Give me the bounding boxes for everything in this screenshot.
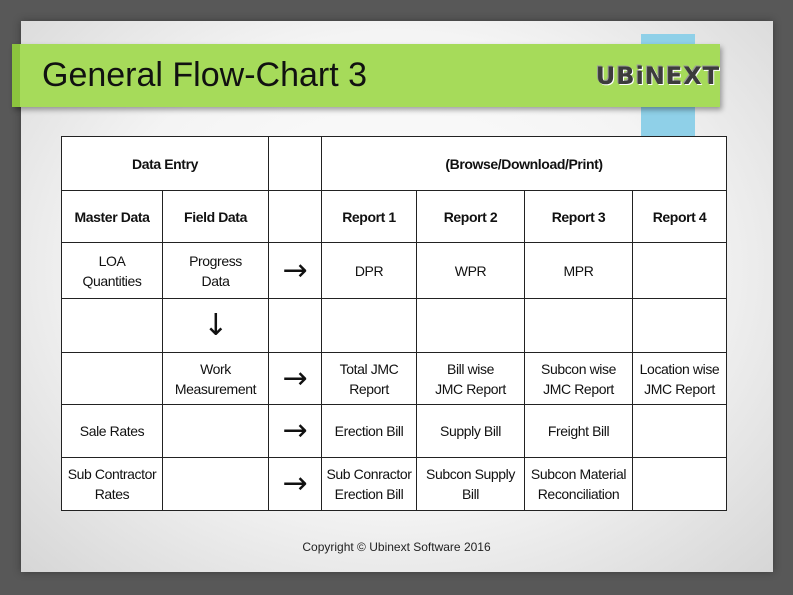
arrow-column-header bbox=[269, 137, 322, 191]
col-header-report-4: Report 4 bbox=[633, 191, 727, 243]
ubinext-logo bbox=[594, 58, 722, 94]
logo-wordmark: UBiNEXT bbox=[595, 62, 721, 90]
right-arrow-icon: → bbox=[269, 405, 322, 458]
report-3-cell: MPR bbox=[525, 243, 633, 299]
report-2-cell: Bill wise JMC Report bbox=[417, 353, 525, 405]
table-row bbox=[62, 243, 727, 299]
right-arrow-icon: → bbox=[269, 243, 322, 299]
table-row bbox=[62, 405, 727, 458]
col-header-report-3: Report 3 bbox=[525, 191, 633, 243]
col-header-master-data: Master Data bbox=[62, 191, 163, 243]
report-2-cell: Subcon Supply Bill bbox=[417, 458, 525, 511]
right-arrow-icon: → bbox=[269, 353, 322, 405]
report-1-cell: Erection Bill bbox=[322, 405, 417, 458]
table-row bbox=[62, 353, 727, 405]
col-header-report-2: Report 2 bbox=[417, 191, 525, 243]
report-3-cell: Freight Bill bbox=[525, 405, 633, 458]
report-2-cell: Supply Bill bbox=[417, 405, 525, 458]
master-cell: Sub Contractor Rates bbox=[62, 458, 163, 511]
field-cell: Work Measurement bbox=[163, 353, 269, 405]
slide-title: General Flow-Chart 3 bbox=[42, 56, 368, 94]
report-3-cell bbox=[525, 299, 633, 353]
table-row bbox=[62, 458, 727, 511]
arrow-column-cell bbox=[269, 299, 322, 353]
copyright-footer: Copyright © Ubinext Software 2016 bbox=[302, 540, 491, 554]
table-row bbox=[62, 299, 727, 353]
report-4-cell bbox=[633, 458, 727, 511]
data-entry-header: Data Entry bbox=[62, 137, 269, 191]
right-arrow-icon: → bbox=[269, 458, 322, 511]
col-header-field-data: Field Data bbox=[163, 191, 269, 243]
report-3-cell: Subcon Material Reconciliation bbox=[525, 458, 633, 511]
master-cell bbox=[62, 353, 163, 405]
report-2-cell: WPR bbox=[417, 243, 525, 299]
field-cell bbox=[163, 458, 269, 511]
report-2-cell bbox=[417, 299, 525, 353]
field-cell bbox=[163, 405, 269, 458]
down-arrow-icon: ↓ bbox=[163, 299, 269, 353]
report-4-cell bbox=[633, 243, 727, 299]
flow-chart-table bbox=[61, 136, 727, 511]
report-3-cell: Subcon wise JMC Report bbox=[525, 353, 633, 405]
field-cell: Progress Data bbox=[163, 243, 269, 299]
reports-header: (Browse/Download/Print) bbox=[322, 137, 727, 191]
report-1-cell bbox=[322, 299, 417, 353]
master-cell bbox=[62, 299, 163, 353]
report-4-cell bbox=[633, 299, 727, 353]
master-cell: LOA Quantities bbox=[62, 243, 163, 299]
master-cell: Sale Rates bbox=[62, 405, 163, 458]
report-1-cell: DPR bbox=[322, 243, 417, 299]
report-4-cell: Location wise JMC Report bbox=[633, 353, 727, 405]
report-1-cell: Sub Conractor Erection Bill bbox=[322, 458, 417, 511]
col-header-report-1: Report 1 bbox=[322, 191, 417, 243]
arrow-column-cell bbox=[269, 191, 322, 243]
report-1-cell: Total JMC Report bbox=[322, 353, 417, 405]
report-4-cell bbox=[633, 405, 727, 458]
